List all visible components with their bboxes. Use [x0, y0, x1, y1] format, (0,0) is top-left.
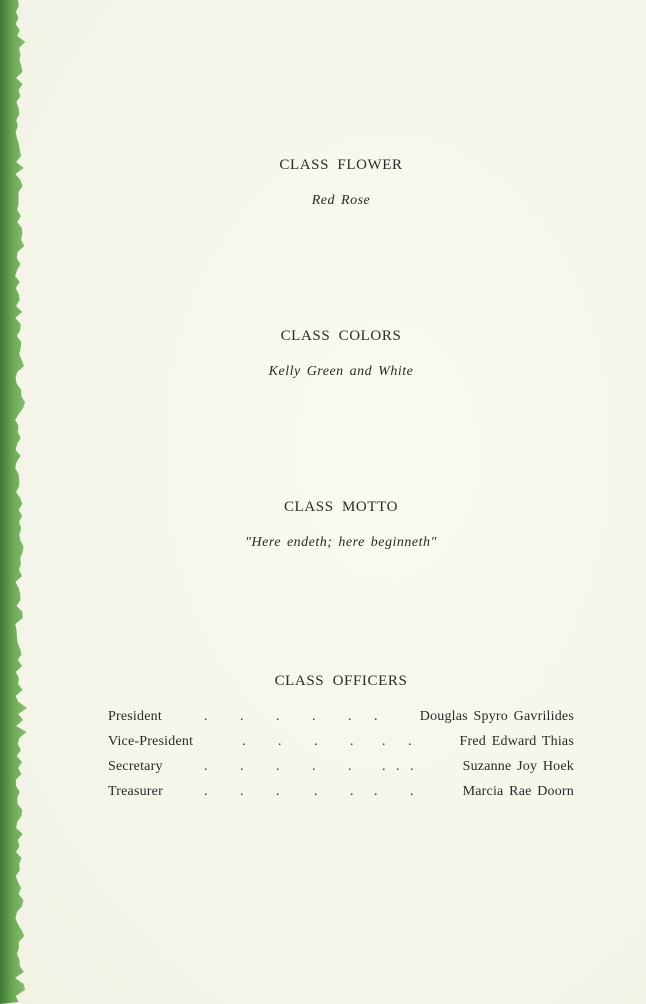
leader-dot: . — [276, 759, 280, 774]
class-flower-heading: CLASS FLOWER — [279, 157, 403, 173]
leader-dot: . — [204, 759, 208, 774]
officer-name: Fred Edward Thias — [459, 734, 574, 749]
leader-dot: . — [350, 734, 354, 749]
leader-dot: . — [276, 709, 280, 724]
officer-row-vice-president — [108, 732, 574, 757]
leader-dot: . — [204, 709, 208, 724]
leader-dot: . — [348, 759, 352, 774]
leader-dot: . — [204, 784, 208, 799]
officer-name: Douglas Spyro Gavrilides — [419, 709, 574, 724]
leader-dot: . — [314, 734, 318, 749]
officer-title: President — [108, 709, 162, 724]
officer-row-treasurer — [108, 782, 574, 807]
leader-dot: . — [382, 759, 386, 774]
officer-title: Treasurer — [108, 784, 163, 799]
leader-dot: . — [312, 709, 316, 724]
leader-dot: . — [276, 784, 280, 799]
officer-row-president — [108, 707, 574, 732]
officer-title: Secretary — [108, 759, 163, 774]
leader-dot: . — [410, 759, 414, 774]
class-officers-heading: CLASS OFFICERS — [274, 673, 408, 689]
leader-dot: . — [314, 784, 318, 799]
officer-name: Marcia Rae Doorn — [462, 784, 574, 799]
leader-dot: . — [240, 784, 244, 799]
officer-row-secretary — [108, 757, 574, 782]
class-motto-heading: CLASS MOTTO — [283, 499, 399, 515]
officers-list — [108, 707, 574, 807]
class-motto-value: "Here endeth; here beginneth" — [245, 535, 437, 550]
leader-dot: . — [374, 784, 378, 799]
class-colors-heading: CLASS COLORS — [280, 328, 402, 344]
leader-dot: . — [240, 709, 244, 724]
leader-dot: . — [240, 759, 244, 774]
leader-dot: . — [348, 709, 352, 724]
leader-dot: . — [312, 759, 316, 774]
leader-dot: . — [410, 784, 414, 799]
officer-title: Vice-President — [108, 734, 194, 749]
class-colors-value: Kelly Green and White — [268, 364, 414, 379]
officer-name: Suzanne Joy Hoek — [462, 759, 574, 774]
leader-dot: . — [242, 734, 246, 749]
leader-dot: . — [396, 759, 400, 774]
leader-dot: . — [408, 734, 412, 749]
leader-dot: . — [382, 734, 386, 749]
leader-dot: . — [374, 709, 378, 724]
leader-dot: . — [278, 734, 282, 749]
leader-dot: . — [350, 784, 354, 799]
class-flower-value: Red Rose — [311, 193, 371, 208]
